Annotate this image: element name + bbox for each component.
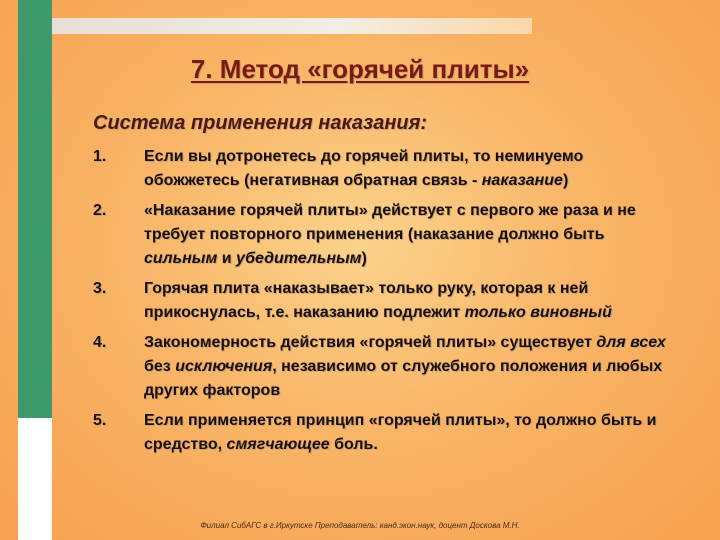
list-item-number: 2. xyxy=(93,202,107,219)
list-item-number: 3. xyxy=(93,280,107,297)
slide-subtitle: Система применения наказания: xyxy=(93,112,428,134)
list-item xyxy=(93,199,683,271)
list-item-text: Закономерность действия «горячей плиты» существует для всех без исключения, независимо от служебного положения и любых других факторов xyxy=(144,334,666,399)
list-item-text: «Наказание горячей плиты» действует с первого же раза и не требует повторного применения (наказание должно быть сильным и убедительным) xyxy=(144,202,636,267)
list-item-text: Горячая плита «наказывает» только руку, которая к ней прикоснулась, т.е. наказанию подлежит только виновный xyxy=(144,280,612,321)
slide-footer: Филиал СибАГС в г.Иркутске Преподаватель: канд.экон.наук, доцент Доскова М.Н. xyxy=(200,521,520,530)
list-item xyxy=(93,331,683,403)
list-item-number: 4. xyxy=(93,334,107,351)
list-item xyxy=(93,277,683,325)
list-item-text: Если вы дотронетесь до горячей плиты, то неминуемо обожжетесь (негативная обратная связь - наказание) xyxy=(144,148,584,189)
list-item-number: 5. xyxy=(93,412,107,429)
decorative-top-band xyxy=(52,18,532,34)
list-item xyxy=(93,409,683,457)
slide-title: 7. Метод «горячей плиты» xyxy=(190,54,530,84)
list-item-number: 1. xyxy=(93,148,107,165)
principles-list xyxy=(93,145,683,463)
list-item xyxy=(93,145,683,193)
list-item-text: Если применяется принцип «горячей плиты», то должно быть и средство, смягчающее боль. xyxy=(144,412,657,453)
